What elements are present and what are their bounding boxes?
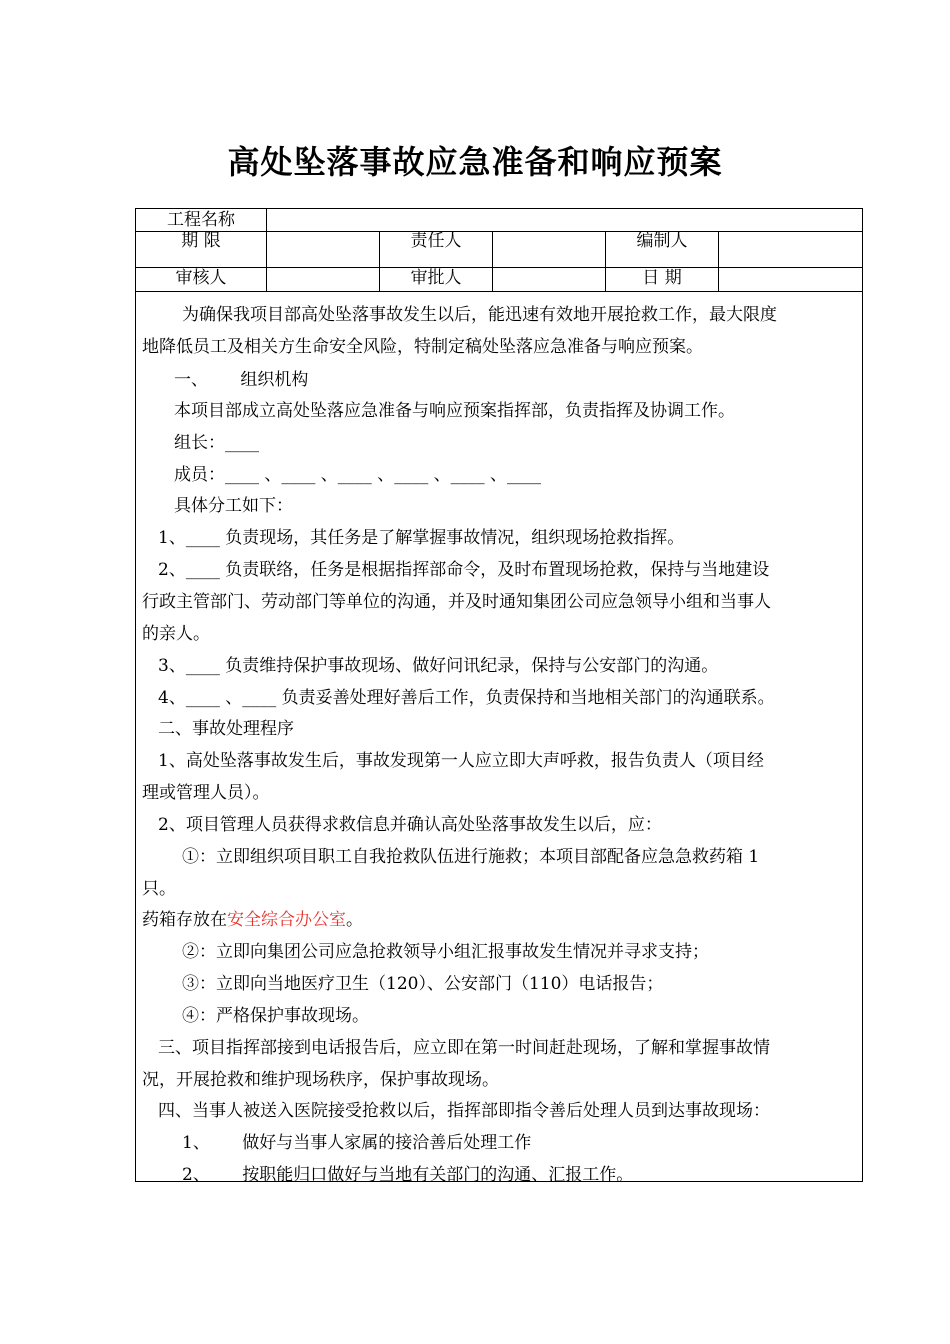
procedure-item: 理或管理人员）。 [142, 783, 270, 803]
plan-form [135, 208, 863, 1185]
aftercare-item: 1、 做好与当事人家属的接洽善后处理工作 [182, 1133, 532, 1153]
intro-paragraph: 地降低员工及相关方生命安全风险，特制定稿处坠落应急准备与响应预案。 [142, 337, 703, 357]
project-name-field[interactable] [267, 209, 862, 231]
sub-item: 只。 [142, 879, 176, 899]
duty-item: 的亲人。 [142, 624, 210, 644]
section-paragraph: 况，开展抢救和维护现场秩序，保护事故现场。 [142, 1070, 499, 1090]
leader-line: 组长：____ [174, 433, 259, 453]
section-heading: 二、事故处理程序 [158, 719, 294, 739]
sub-item: ③：立即向当地医疗卫生（120）、公安部门（110）电话报告； [182, 974, 664, 994]
date-label: 日 期 [642, 268, 682, 288]
medbox-suffix: 。 [346, 910, 363, 930]
medbox-prefix: 药箱存放在 [142, 910, 227, 930]
sub-item: ④：严格保护事故现场。 [182, 1006, 369, 1026]
aftercare-item: 2、 按职能归口做好与当地有关部门的沟通、汇报工作。 [182, 1165, 634, 1185]
period-label: 期 限 [181, 231, 221, 251]
sub-item: ②：立即向集团公司应急抢救领导小组汇报事故发生情况并寻求支持； [182, 942, 709, 962]
section-heading: 一、 组织机构 [174, 370, 309, 390]
responsible-field[interactable] [493, 232, 605, 267]
responsible-label: 责任人 [410, 231, 462, 251]
date-field[interactable] [719, 268, 862, 291]
medbox-line [142, 909, 858, 931]
duty-item: 2、____ 负责联络，任务是根据指挥部命令，及时布置现场抢救，保持与当地建设 [158, 560, 770, 580]
duty-item: 4、____ 、____ 负责妥善处理好善后工作，负责保持和当地相关部门的沟通联系。 [158, 688, 775, 708]
procedure-item: 2、项目管理人员获得求救信息并确认高处坠落事故发生以后，应： [158, 815, 662, 835]
editor-label: 编制人 [636, 231, 688, 251]
procedure-item: 1、高处坠落事故发生后，事故发现第一人应立即大声呼救，报告负责人（项目经 [158, 751, 764, 771]
reviewer-field[interactable] [267, 268, 379, 291]
period-field[interactable] [267, 232, 379, 267]
duty-item: 行政主管部门、劳动部门等单位的沟通，并及时通知集团公司应急领导小组和当事人 [142, 592, 771, 612]
members-line: 成员：____ 、____ 、____ 、____ 、____ 、____ [174, 465, 542, 485]
page-title: 高处坠落事故应急准备和响应预案 [227, 143, 723, 181]
section-paragraph: 四、当事人被送入医院接受抢救以后，指挥部即指令善后处理人员到达事故现场： [158, 1101, 770, 1121]
medbox-location: 安全综合办公室 [227, 910, 346, 930]
paragraph: 具体分工如下： [174, 496, 293, 516]
editor-field[interactable] [719, 232, 862, 267]
row-divider [136, 291, 862, 292]
approver-label: 审批人 [410, 268, 462, 288]
section-paragraph: 三、项目指挥部接到电话报告后，应立即在第一时间赶赴现场，了解和掌握事故情 [158, 1038, 770, 1058]
reviewer-label: 审核人 [175, 268, 227, 288]
project-name-label: 工程名称 [167, 210, 235, 230]
intro-paragraph: 为确保我项目部高处坠落事故发生以后，能迅速有效地开展抢救工作，最大限度 [182, 305, 777, 325]
sub-item: ①：立即组织项目职工自我抢救队伍进行施救；本项目部配备应急急救药箱 1 [182, 847, 760, 867]
approver-field[interactable] [493, 268, 605, 291]
duty-item: 1、____ 负责现场，其任务是了解掌握事故情况，组织现场抢救指挥。 [158, 528, 685, 548]
duty-item: 3、____ 负责维持保护事故现场、做好问讯纪录，保持与公安部门的沟通。 [158, 656, 719, 676]
paragraph: 本项目部成立高处坠落应急准备与响应预案指挥部，负责指挥及协调工作。 [174, 401, 735, 421]
